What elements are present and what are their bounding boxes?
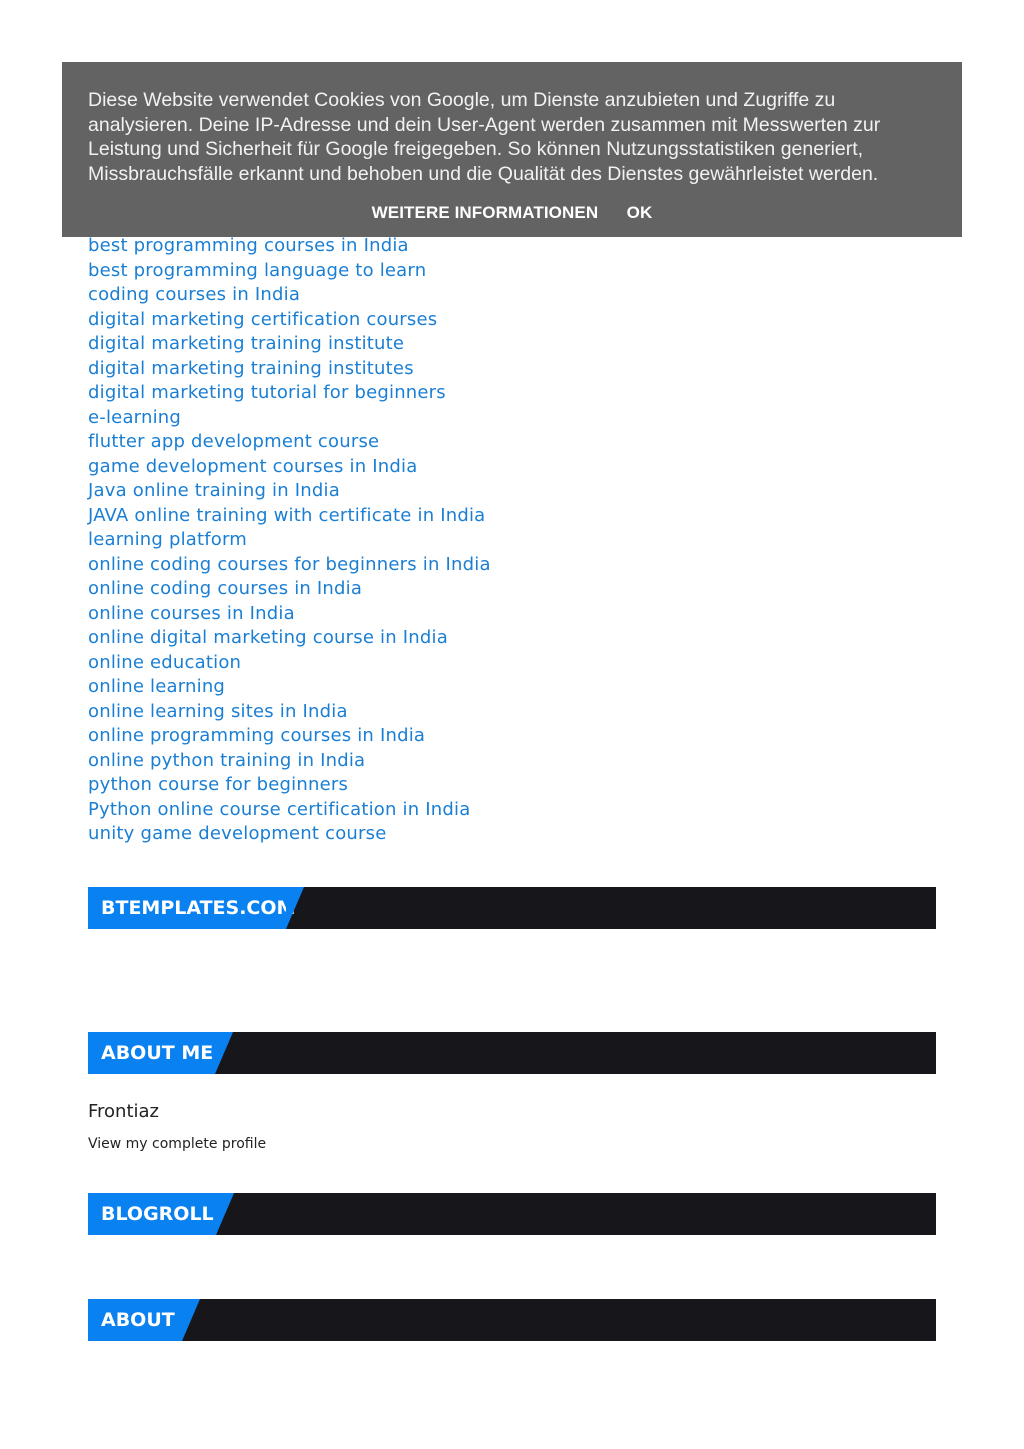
view-profile-link[interactable]: View my complete profile — [88, 1136, 267, 1152]
list-item — [88, 283, 491, 308]
label-link[interactable]: python course for beginners — [88, 774, 349, 795]
title-tab-slant — [182, 1299, 200, 1341]
label-link[interactable]: online courses in India — [88, 602, 295, 624]
label-link[interactable]: digital marketing training institutes — [88, 357, 414, 379]
label-link[interactable]: e-learning — [88, 406, 182, 428]
label-link[interactable]: JAVA online training with certificate in India — [88, 504, 486, 526]
label-link[interactable]: online coding courses for beginners in India — [88, 553, 491, 575]
list-item — [88, 577, 491, 602]
btemplates-widget-header — [88, 887, 936, 929]
list-item — [88, 479, 491, 504]
list-item — [88, 357, 491, 382]
list-item — [88, 259, 491, 284]
list-item — [88, 749, 491, 774]
list-item — [88, 651, 491, 676]
label-link[interactable]: digital marketing training institute — [88, 333, 405, 354]
list-item — [88, 675, 491, 700]
title-tab-slant — [215, 1032, 233, 1074]
more-info-button[interactable]: WEITERE INFORMATIONEN — [371, 203, 599, 222]
label-link[interactable]: learning platform — [88, 529, 248, 550]
label-link[interactable]: online education — [88, 651, 242, 673]
label-link[interactable]: best programming language to learn — [88, 259, 427, 281]
list-item — [88, 773, 491, 798]
list-item — [88, 381, 491, 406]
btemplates-widget-title: BTEMPLATES.COM — [88, 887, 286, 929]
list-item — [88, 700, 491, 725]
label-link[interactable]: online programming courses in India — [88, 725, 426, 746]
list-item — [88, 406, 491, 431]
label-link[interactable]: Java online training in India — [88, 480, 340, 501]
title-tab-slant — [216, 1193, 234, 1235]
label-link[interactable]: online learning sites in India — [88, 700, 348, 722]
cookie-actions — [62, 203, 962, 223]
label-link[interactable]: online coding courses in India — [88, 578, 363, 599]
blogroll-widget-header — [88, 1193, 936, 1235]
list-item — [88, 455, 491, 480]
about-widget-title: ABOUT — [88, 1299, 182, 1341]
about-widget-header — [88, 1299, 936, 1341]
cookie-consent-banner — [62, 62, 962, 237]
list-item — [88, 822, 491, 847]
label-link[interactable]: best programming courses in India — [88, 235, 409, 256]
about-me-widget-title: ABOUT ME — [88, 1032, 215, 1074]
label-link[interactable]: online digital marketing course in India — [88, 627, 448, 648]
list-item — [88, 430, 491, 455]
list-item — [88, 504, 491, 529]
list-item — [88, 798, 491, 823]
blogroll-widget-title: BLOGROLL — [88, 1193, 216, 1235]
label-link[interactable]: Python online course certification in India — [88, 798, 471, 820]
list-item — [88, 332, 491, 357]
label-link[interactable]: online python training in India — [88, 749, 366, 771]
title-tab-slant — [286, 887, 304, 929]
profile-name: Frontiaz — [88, 1101, 160, 1122]
cookie-notice-text: Diese Website verwendet Cookies von Google, um Dienste anzubieten und Zugriffe zu analysieren. Deine IP-Adresse und dein User-Agent werden zusammen mit Messwerten zur Leistung und Sicherheit für Google freigegeben. So können Nutzungsstatistiken generiert, Missbrauchsfälle erkannt und behoben und die Qualität des Dienstes gewährleistet werden. — [88, 89, 881, 185]
ok-button[interactable]: OK — [626, 203, 653, 222]
label-link[interactable]: flutter app development course — [88, 431, 380, 452]
list-item — [88, 528, 491, 553]
list-item — [88, 308, 491, 333]
label-link[interactable]: unity game development course — [88, 823, 387, 844]
list-item — [88, 724, 491, 749]
label-link[interactable]: coding courses in India — [88, 284, 301, 305]
list-item — [88, 602, 491, 627]
labels-list — [88, 234, 491, 847]
label-link[interactable]: online learning — [88, 676, 226, 697]
label-link[interactable]: digital marketing tutorial for beginners — [88, 382, 446, 403]
label-link[interactable]: digital marketing certification courses — [88, 308, 438, 330]
about-me-widget-header — [88, 1032, 936, 1074]
list-item — [88, 234, 491, 259]
list-item — [88, 553, 491, 578]
list-item — [88, 626, 491, 651]
label-link[interactable]: game development courses in India — [88, 455, 418, 477]
